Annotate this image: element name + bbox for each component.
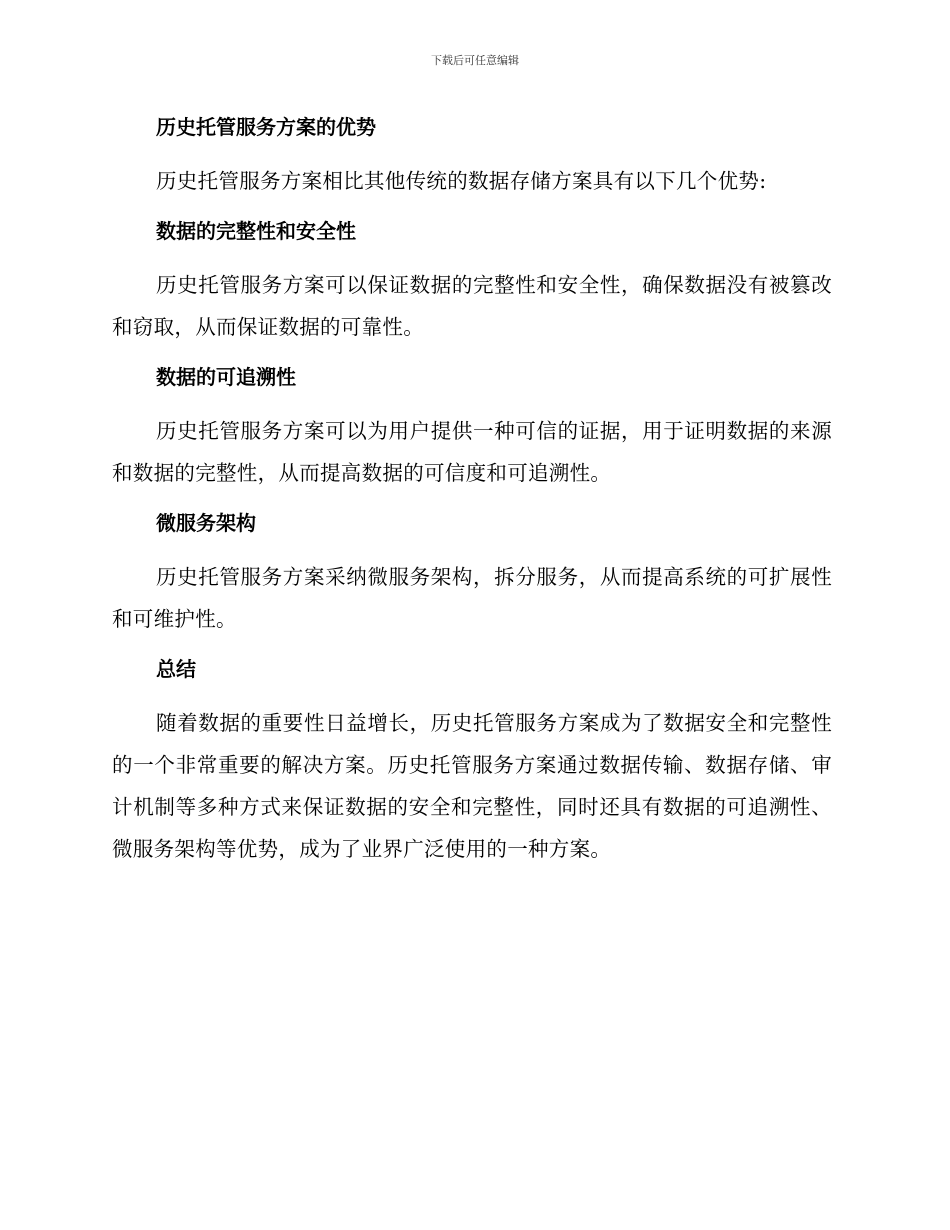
section-heading-microservice: 微服务架构 [156,511,256,535]
section-heading-traceability: 数据的可追溯性 [156,365,296,389]
paragraph-summary: 随着数据的重要性日益增长，历史托管服务方案成为了数据安全和完整性的一个非常重要的解决方案。历史托管服务方案通过数据传输、数据存储、审计机制等多种方式来保证数据的安全和完整性，同时还具有数据的可追溯性、微服务架构等优势，成为了业界广泛使用的一种方案。 [112,711,832,861]
paragraph-integrity: 历史托管服务方案可以保证数据的完整性和安全性，确保数据没有被篡改和窃取，从而保证数据的可靠性。 [112,273,832,339]
section-heading-advantages: 历史托管服务方案的优势 [156,115,376,139]
paragraph-traceability: 历史托管服务方案可以为用户提供一种可信的证据，用于证明数据的来源和数据的完整性，从而提高数据的可信度和可追溯性。 [112,419,832,485]
page-header-note: 下载后可任意编辑 [431,54,519,67]
paragraph-microservice: 历史托管服务方案采纳微服务架构，拆分服务，从而提高系统的可扩展性和可维护性。 [112,565,832,631]
section-heading-integrity: 数据的完整性和安全性 [156,219,356,243]
section-heading-summary: 总结 [156,657,196,681]
paragraph-advantages-intro: 历史托管服务方案相比其他传统的数据存储方案具有以下几个优势: [156,169,767,193]
document-body [112,108,832,870]
